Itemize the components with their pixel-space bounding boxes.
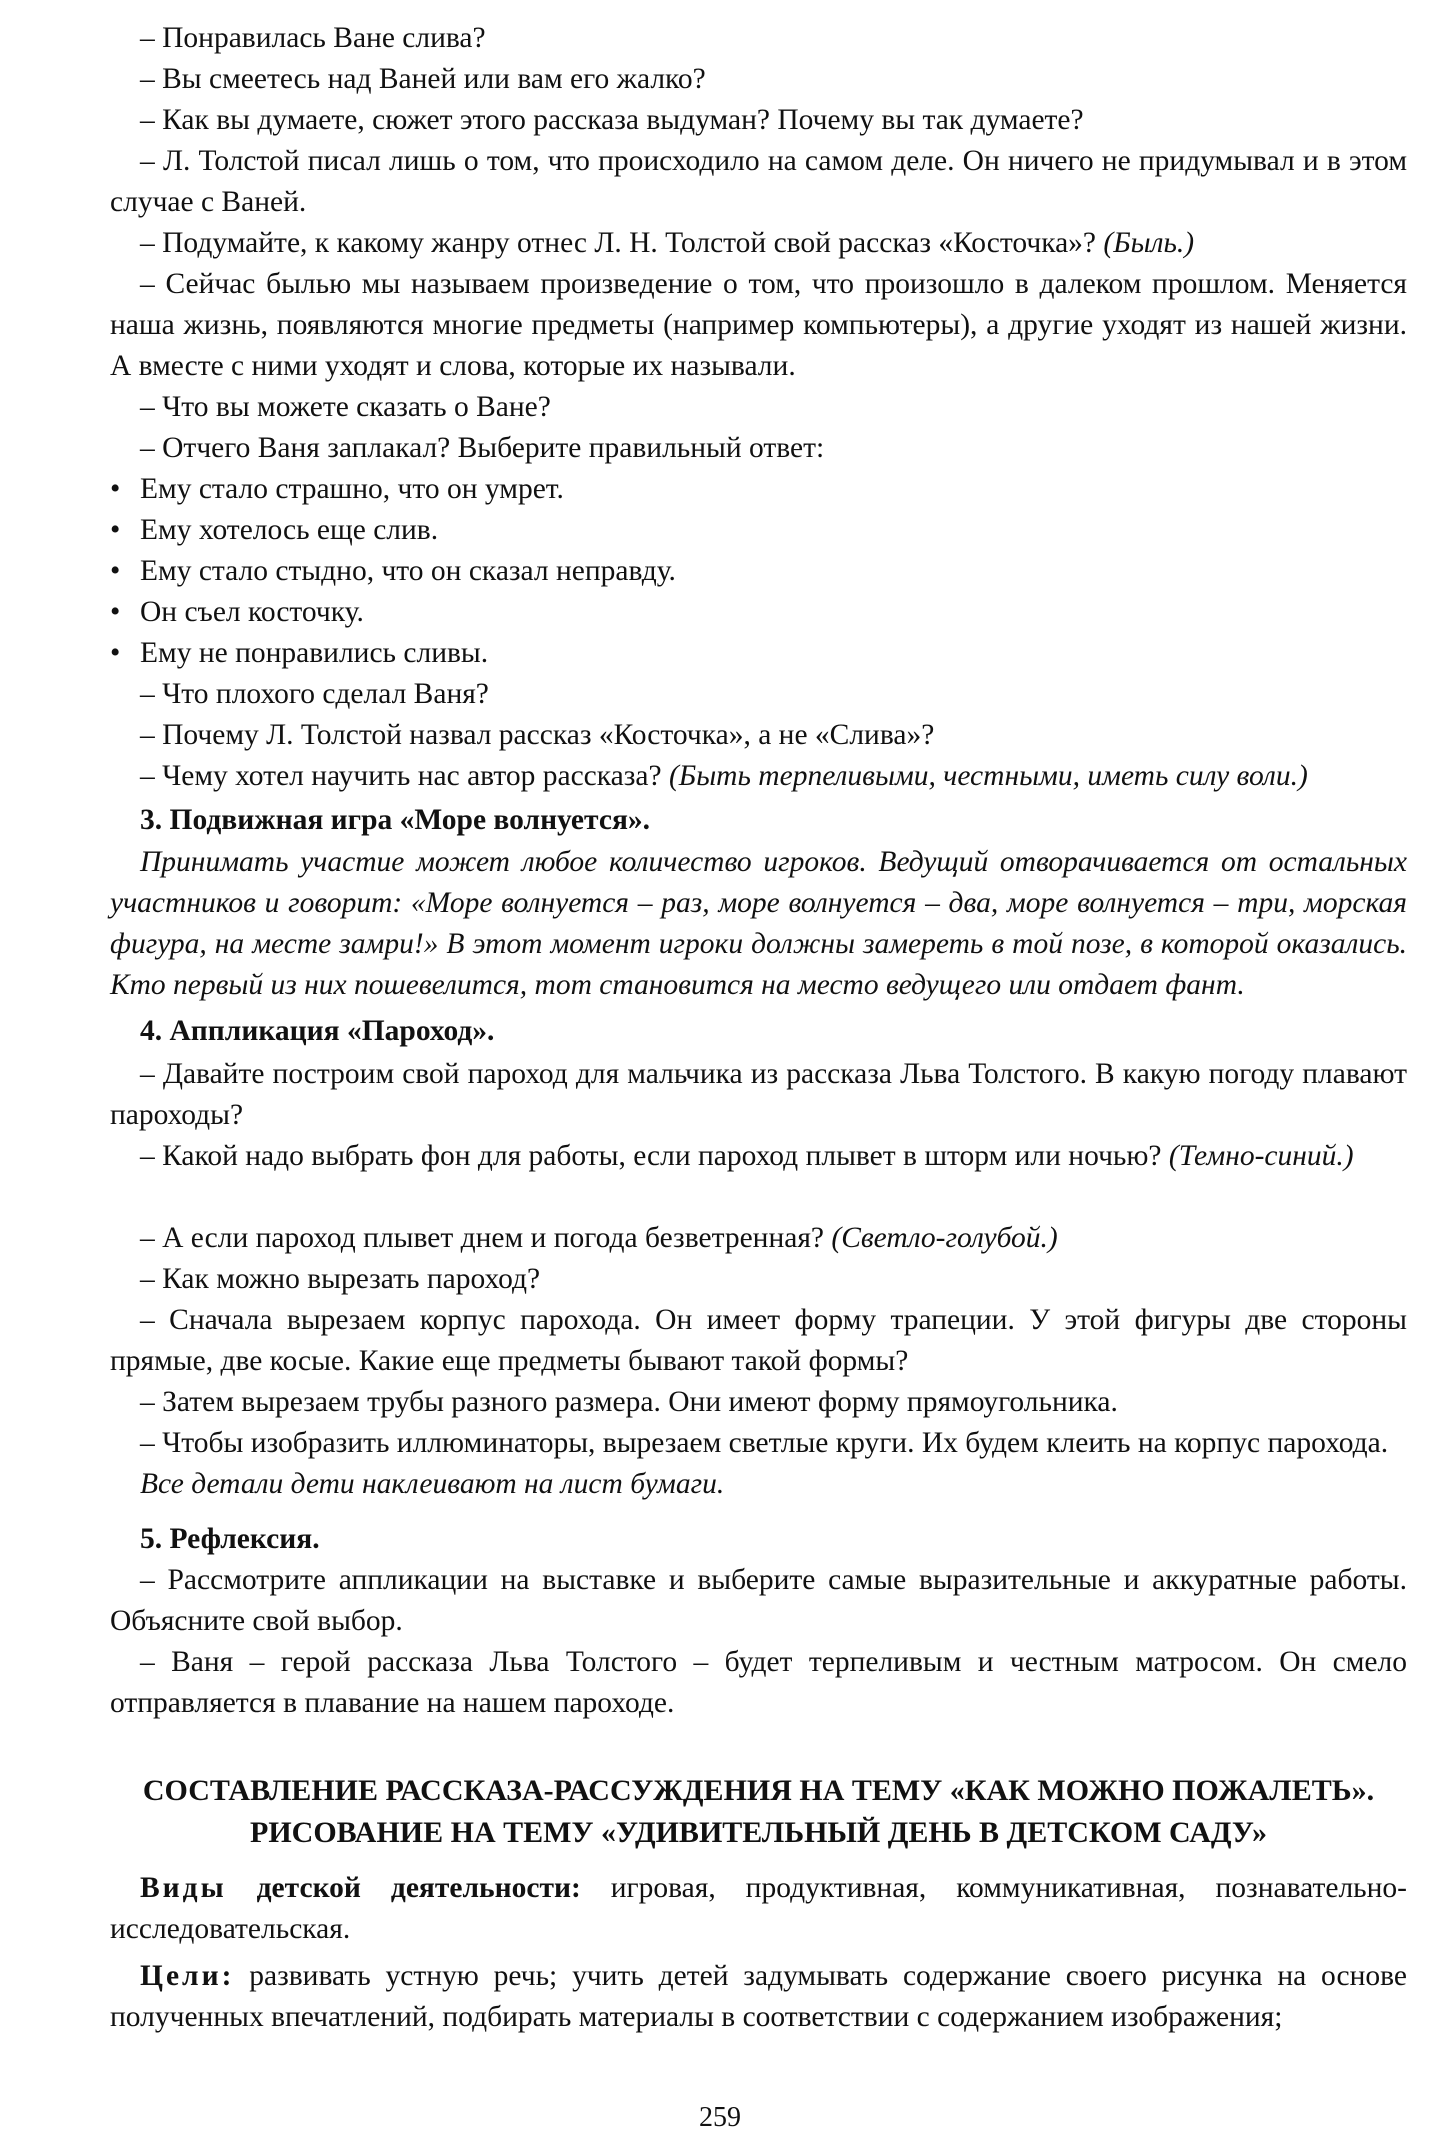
goals-label: Цели: (140, 1960, 235, 1992)
lesson-subtitle: РИСОВАНИЕ НА ТЕМУ «УДИВИТЕЛЬНЫЙ ДЕНЬ В ДЕТСКОМ САДУ» (250, 1816, 1267, 1849)
question-text: – Подумайте, к какому жанру отнес Л. Н. Толстой свой рассказ «Косточка»? (140, 227, 1104, 259)
lesson-title: СОСТАВЛЕНИЕ РАССКАЗА-РАССУЖДЕНИЯ НА ТЕМУ «КАК МОЖНО ПОЖАЛЕТЬ». (142, 1774, 1375, 1807)
paragraph: – Давайте построим свой пароход для мальчика из рассказа Льва Толстого. В какую погоду плавают пароходы? (110, 1058, 1407, 1131)
bullet-item: • Ему стало страшно, что он умрет. (110, 469, 564, 510)
question-line: – Понравилась Ване слива? (140, 22, 486, 54)
answer-text: (Светло-голубой.) (831, 1222, 1058, 1254)
question-text: – А если пароход плывет днем и погода безветренная? (140, 1222, 832, 1254)
question-line (110, 223, 1407, 264)
page-number: 259 (699, 2102, 741, 2133)
paragraph: – Рассмотрите аппликации на выставке и выберите самые выразительные и аккуратные работы. Объясните свой выбор. (110, 1564, 1407, 1637)
paragraph: – Затем вырезаем трубы разного размера. Они имеют форму прямоугольника. (140, 1386, 1118, 1418)
question-line: – Как можно вырезать пароход? (140, 1263, 541, 1295)
activity-label-rest: детской деятельности: (226, 1872, 581, 1904)
goals-text: развивать устную речь; учить детей задумывать содержание своего рисунка на основе полученных впечатлений, подбирать материалы в соответствии с содержанием изображения; (110, 1960, 1407, 2033)
question-line: – Что плохого сделал Ваня? (140, 678, 489, 710)
section-heading: 5. Рефлексия. (140, 1523, 320, 1555)
question-line (110, 756, 1407, 797)
paragraph: – Л. Толстой писал лишь о том, что происходило на самом деле. Он ничего не придумывал и в этом случае с Ваней. (110, 145, 1407, 218)
question-line: – Вы смеетесь над Ваней или вам его жалко? (140, 63, 706, 95)
activity-text: игровая, продуктивная, коммуникативная, познавательно-исследовательская. (110, 1872, 1407, 1945)
answer-text: (Темно-синий.) (1168, 1140, 1354, 1172)
bullet-item: • Он съел косточку. (110, 592, 364, 633)
question-line: – Что вы можете сказать о Ване? (140, 391, 551, 423)
activity-types (110, 1868, 1407, 1950)
question-line (110, 1218, 1407, 1259)
question-line (110, 1136, 1407, 1177)
question-text: – Чему хотел научить нас автор рассказа? (140, 760, 669, 792)
answer-text: (Быль.) (1103, 227, 1195, 259)
question-text: – Какой надо выбрать фон для работы, если пароход плывет в шторм или ночью? (140, 1140, 1169, 1172)
bullet-item: • Ему стало стыдно, что он сказал неправду. (110, 551, 676, 592)
section-heading: 3. Подвижная игра «Море волнуется». (140, 804, 651, 836)
answer-text: (Быть терпеливыми, честными, иметь силу воли.) (668, 760, 1308, 792)
paragraph: – Чтобы изобразить иллюминаторы, вырезаем светлые круги. Их будем клеить на корпус парохода. (140, 1427, 1389, 1459)
bullet-item: • Ему хотелось еще слив. (110, 510, 438, 551)
paragraph: – Ваня – герой рассказа Льва Толстого – будет терпеливым и честным матросом. Он смело отправляется в плавание на нашем пароходе. (110, 1646, 1407, 1719)
activity-label: Виды (140, 1872, 227, 1904)
instruction-note: Все детали дети наклеивают на лист бумаги. (140, 1468, 725, 1500)
game-description: Принимать участие может любое количество игроков. Ведущий отворачивается от остальных участников и говорит: «Море волнуется – раз, море волнуется – два, море волнуется – три, морская фигура, на месте замри!» В этот момент игроки должны замереть в той позе, в которой оказались. Кто первый из них пошевелится, тот становится на место ведущего или отдает фант. (110, 846, 1407, 1001)
paragraph: – Сейчас былью мы называем произведение о том, что произошло в далеком прошлом. Меняется наша жизнь, появляются многие предметы (например компьютеры), а другие уходят из нашей жизни. А вместе с ними уходят и слова, которые их называли. (110, 268, 1407, 382)
question-line: – Отчего Ваня заплакал? Выберите правильный ответ: (140, 432, 825, 464)
bullet-item: • Ему не понравились сливы. (110, 633, 488, 674)
goals (110, 1956, 1407, 2038)
section-heading: 4. Аппликация «Пароход». (140, 1015, 495, 1047)
question-line: – Как вы думаете, сюжет этого рассказа выдуман? Почему вы так думаете? (140, 104, 1084, 136)
paragraph: – Сначала вырезаем корпус парохода. Он имеет форму трапеции. У этой фигуры две стороны прямые, две косые. Какие еще предметы бывают такой формы? (110, 1304, 1407, 1377)
question-line: – Почему Л. Толстой назвал рассказ «Косточка», а не «Слива»? (140, 719, 935, 751)
